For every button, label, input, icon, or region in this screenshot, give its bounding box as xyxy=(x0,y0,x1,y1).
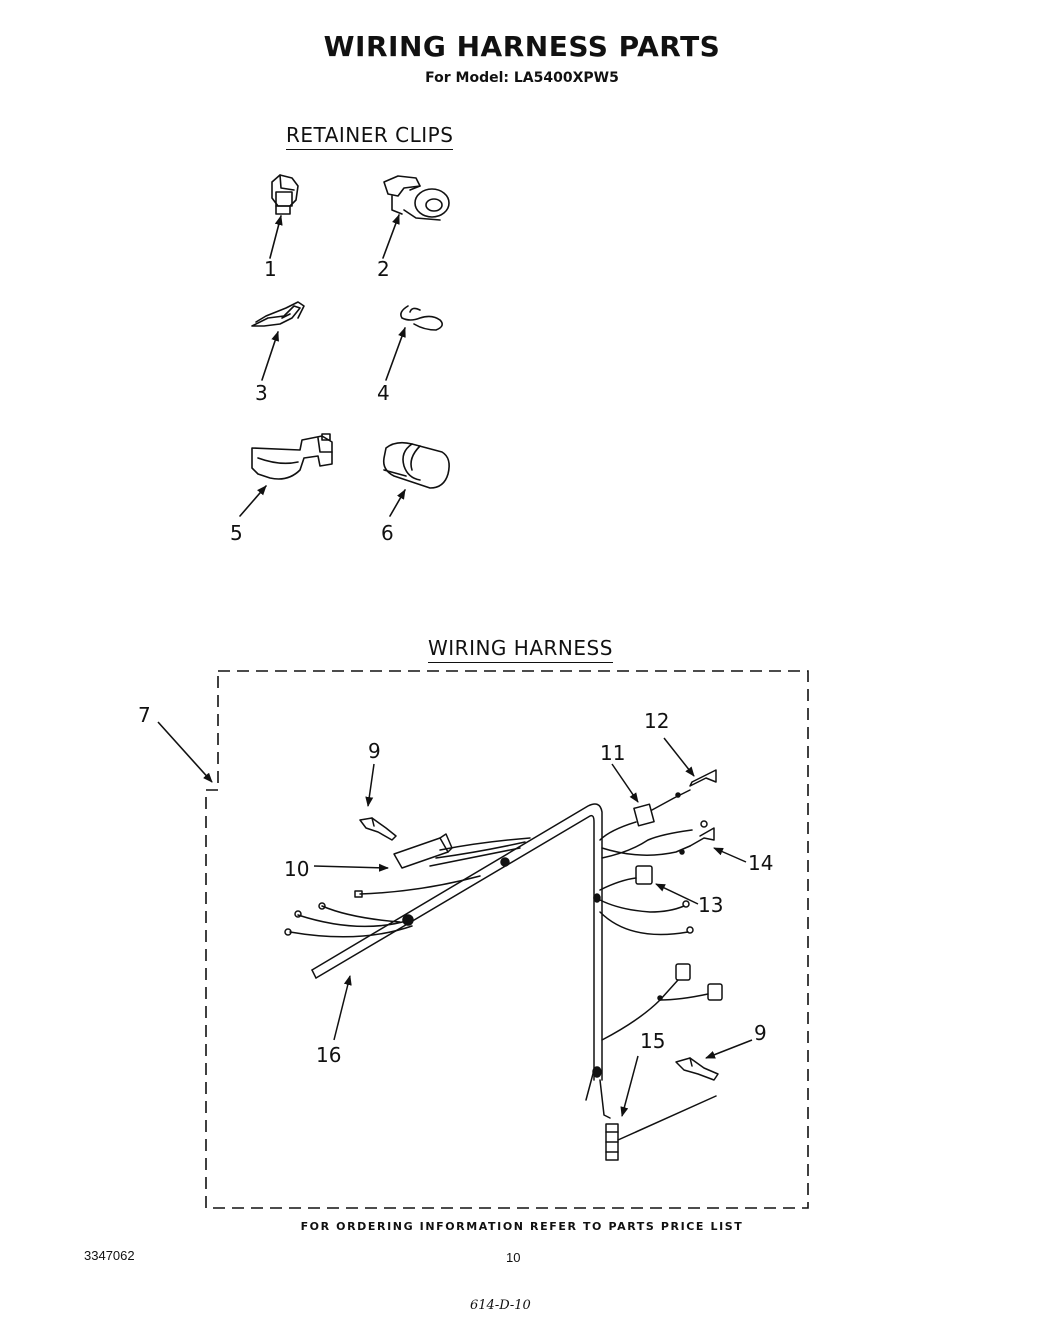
callout-16: 16 xyxy=(316,1043,342,1067)
callout-4: 4 xyxy=(377,381,390,405)
page-title: WIRING HARNESS PARTS xyxy=(323,30,721,63)
callout-2: 2 xyxy=(377,257,390,281)
page-number: 10 xyxy=(506,1250,521,1265)
pointer-4 xyxy=(386,328,405,380)
clip-part-3 xyxy=(252,302,304,326)
clip-part-4 xyxy=(401,306,442,330)
callout-1: 1 xyxy=(264,257,277,281)
callout-13: 13 xyxy=(698,893,724,917)
callout-9-left: 9 xyxy=(368,739,381,763)
pointer-2 xyxy=(383,215,399,258)
callout-11: 11 xyxy=(600,741,626,765)
pointer-14 xyxy=(714,848,746,862)
callout-9-right: 9 xyxy=(754,1021,767,1045)
callout-12: 12 xyxy=(644,709,670,733)
ordering-note: FOR ORDERING INFORMATION REFER TO PARTS PRICE LIST xyxy=(300,1220,744,1233)
clip-part-6 xyxy=(384,443,449,488)
callout-3: 3 xyxy=(255,381,268,405)
pointer-5 xyxy=(240,486,266,516)
callout-5: 5 xyxy=(230,521,243,545)
handwritten-note: 614-D-10 xyxy=(470,1298,531,1313)
pointer-11 xyxy=(612,764,638,802)
clip-part-5 xyxy=(252,434,332,479)
callout-6: 6 xyxy=(381,521,394,545)
clip-part-2 xyxy=(384,176,449,220)
pointer-7 xyxy=(158,722,212,782)
pointer-1 xyxy=(270,216,281,258)
callout-15: 15 xyxy=(640,1029,666,1053)
document-number: 3347062 xyxy=(84,1248,135,1263)
wiring-harness-assembly xyxy=(285,770,722,1160)
pointer-10 xyxy=(314,866,388,868)
pointer-9-right xyxy=(706,1040,752,1058)
callout-14: 14 xyxy=(748,851,774,875)
pointer-13 xyxy=(656,884,698,904)
callout-7: 7 xyxy=(138,703,151,727)
pointer-15 xyxy=(622,1056,638,1116)
pointer-12 xyxy=(664,738,694,776)
pointer-3 xyxy=(262,332,278,380)
harness-frame xyxy=(206,671,808,1208)
wiring-harness-heading: WIRING HARNESS xyxy=(428,636,613,663)
callout-10: 10 xyxy=(284,857,310,881)
clip-part-1 xyxy=(272,175,298,214)
pointer-16 xyxy=(334,976,350,1040)
pointer-6 xyxy=(390,490,405,516)
model-subtitle: For Model: LA5400XPW5 xyxy=(425,70,619,86)
retainer-clips-heading: RETAINER CLIPS xyxy=(286,123,453,150)
pointer-9-left xyxy=(368,764,374,806)
